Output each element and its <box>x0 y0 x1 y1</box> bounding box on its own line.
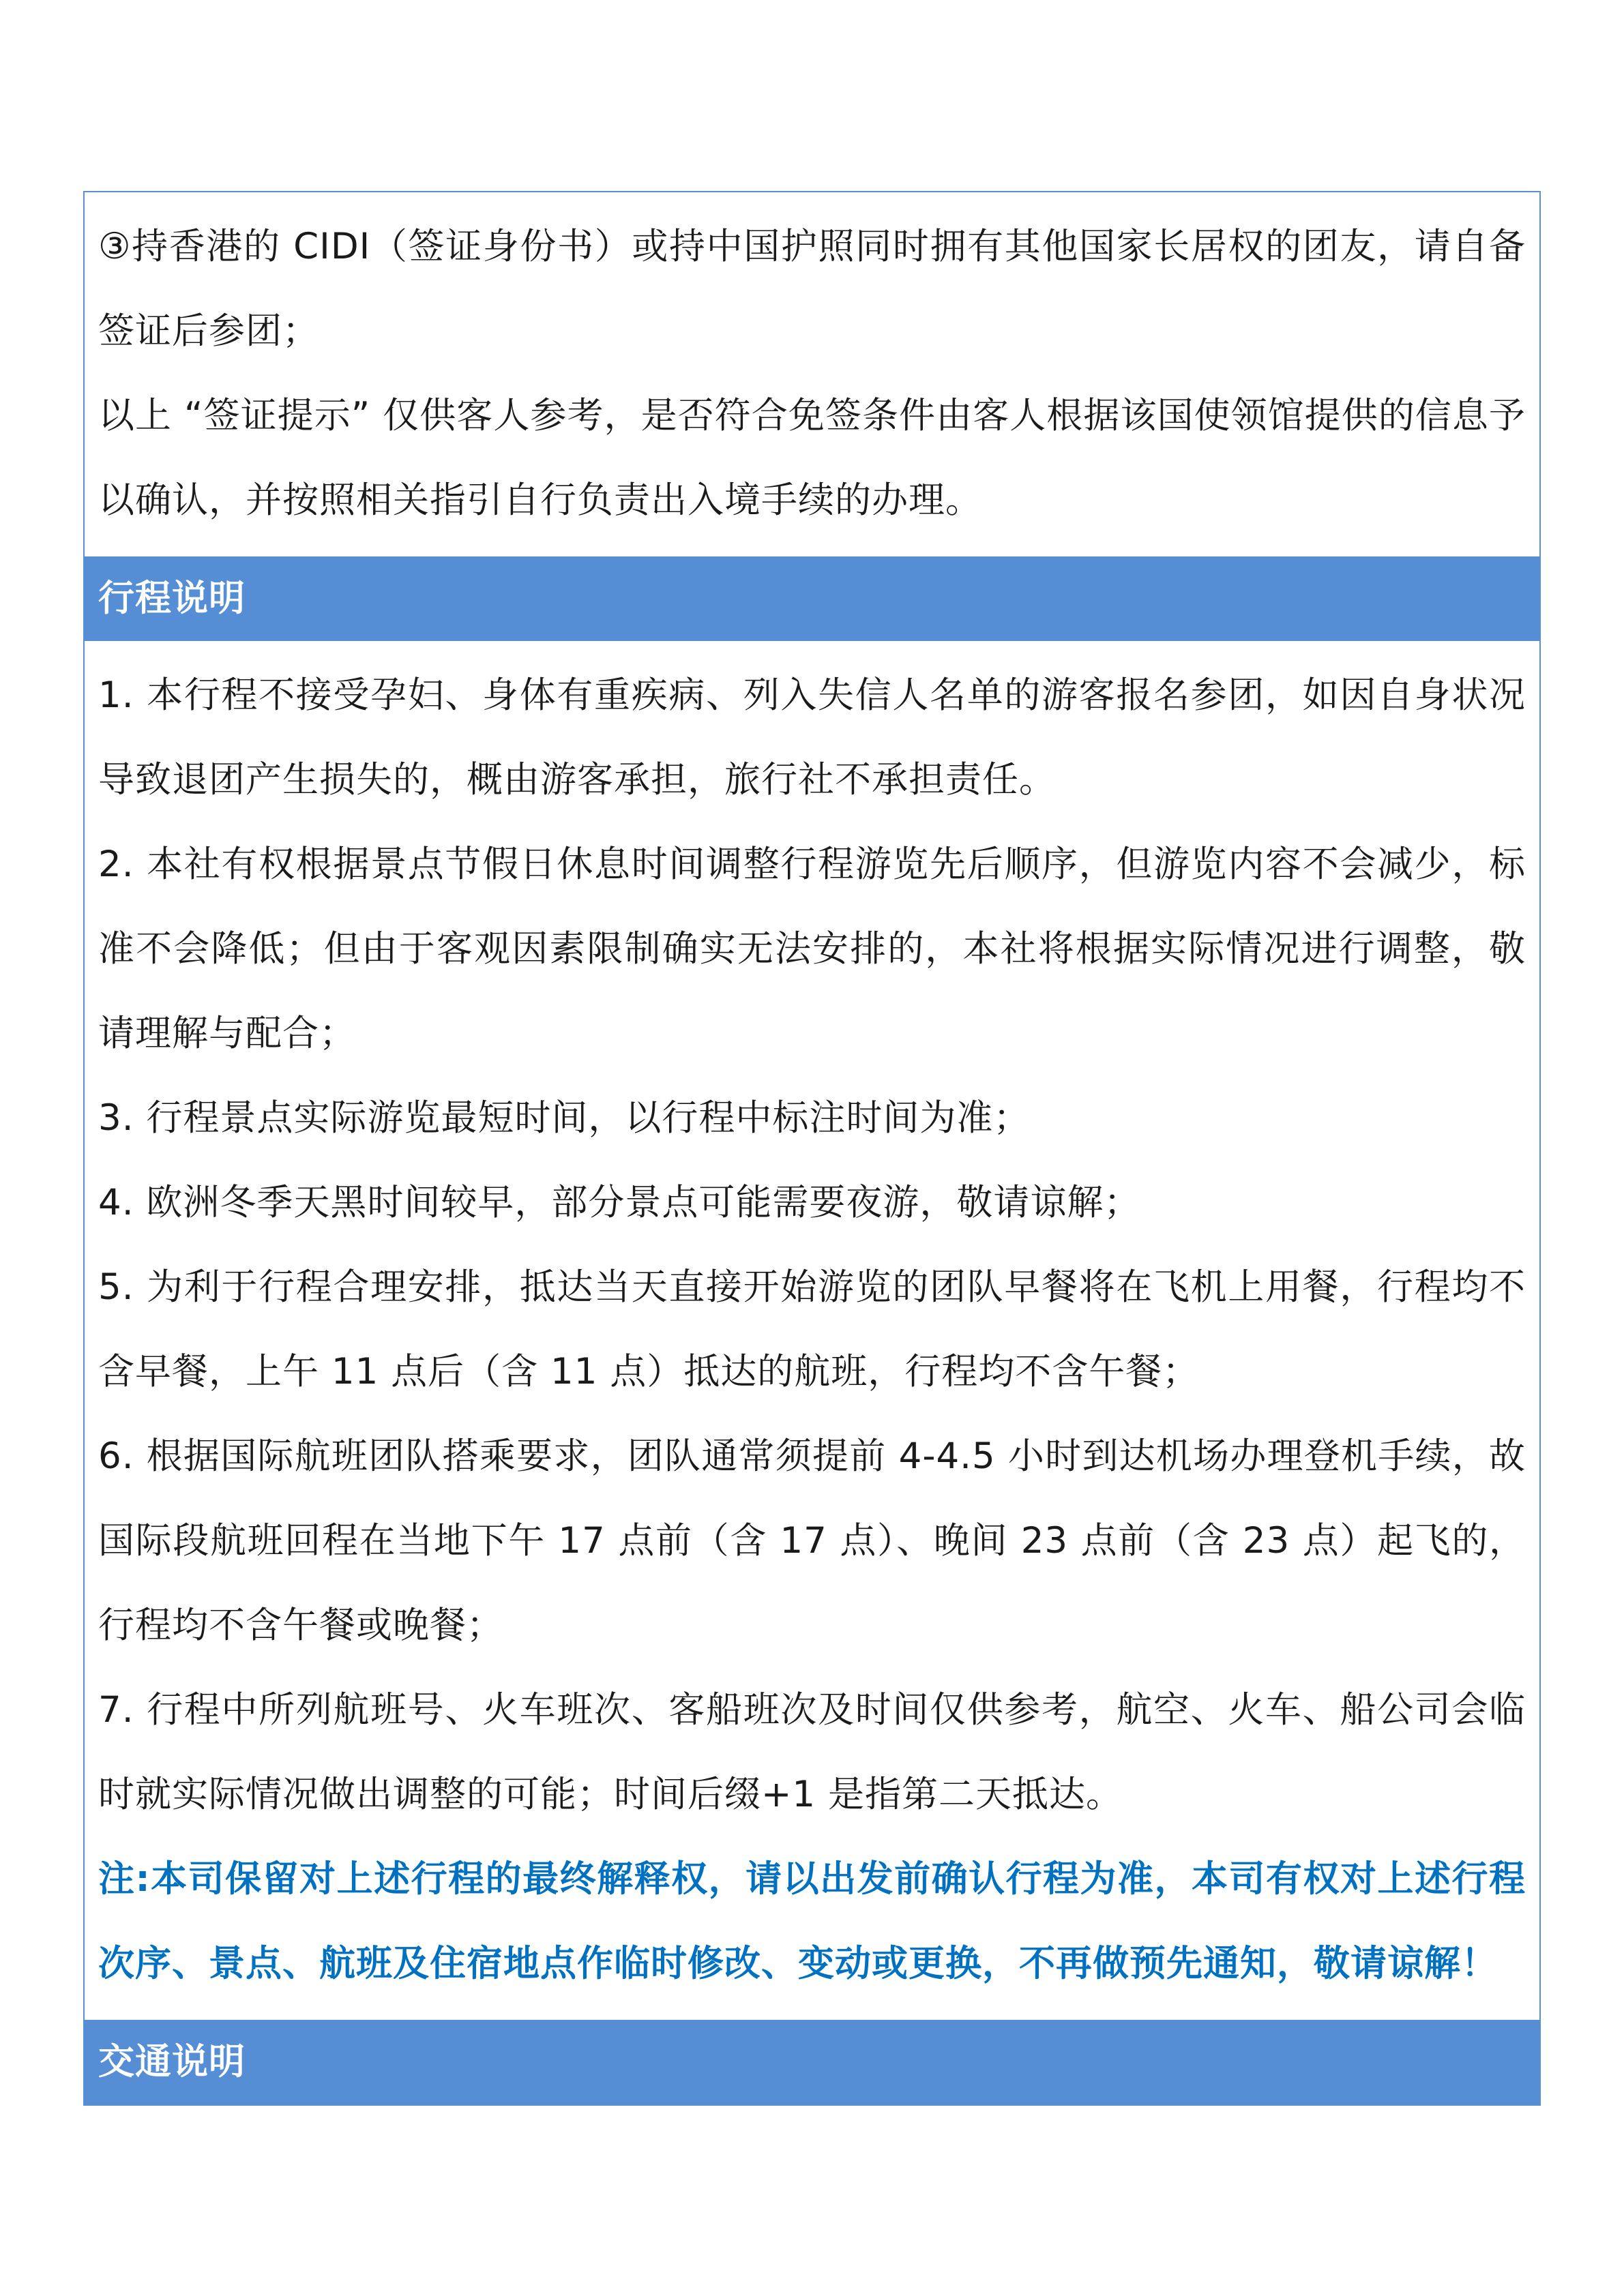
visa-item-3: ③持香港的 CIDI（签证身份书）或持中国护照同时拥有其他国家长居权的团友，请自备签证后参团； <box>98 226 1526 352</box>
itinerary-disclaimer-note: 注:本司保留对上述行程的最终解释权，请以出发前确认行程为准，本司有权对上述行程次序、景点、航班及住宿地点作临时修改、变动或更换，不再做预先通知，敬请谅解！ <box>98 1858 1526 1984</box>
document-table <box>83 191 1541 2106</box>
itinerary-item-1: 1. 本行程不接受孕妇、身体有重疾病、列入失信人名单的游客报名参团，如因自身状况导致退团产生损失的，概由游客承担，旅行社不承担责任。 <box>98 674 1526 801</box>
visa-notes-block <box>85 192 1539 556</box>
itinerary-item-4: 4. 欧洲冬季天黑时间较早，部分景点可能需要夜游，敬请谅解； <box>98 1182 1141 1223</box>
itinerary-item-2: 2. 本社有权根据景点节假日休息时间调整行程游览先后顺序，但游览内容不会减少，标准不会降低；但由于客观因素限制确实无法安排的，本社将根据实际情况进行调整，敬请理解与配合； <box>98 844 1526 1054</box>
transport-section-header: 交通说明 <box>85 2020 1539 2104</box>
itinerary-section-header: 行程说明 <box>85 556 1539 641</box>
itinerary-item-6: 6. 根据国际航班团队搭乘要求，团队通常须提前 4-4.5 小时到达机场办理登机手续，故国际段航班回程在当地下午 17 点前（含 17 点）、晚间 23 点前（含 23 点）起飞的，行程均不含午餐或晚餐； <box>98 1435 1526 1646</box>
itinerary-item-7: 7. 行程中所列航班号、火车班次、客船班次及时间仅供参考，航空、火车、船公司会临时就实际情况做出调整的可能；时间后缀+1 是指第二天抵达。 <box>98 1689 1526 1815</box>
visa-disclaimer: 以上 “签证提示” 仅供客人参考，是否符合免签条件由客人根据该国使领馆提供的信息予以确认，并按照相关指引自行负责出入境手续的办理。 <box>98 395 1526 521</box>
itinerary-notes-block <box>85 641 1539 2020</box>
itinerary-item-5: 5. 为利于行程合理安排，抵达当天直接开始游览的团队早餐将在飞机上用餐，行程均不含早餐，上午 11 点后（含 11 点）抵达的航班，行程均不含午餐； <box>98 1266 1526 1392</box>
itinerary-item-3: 3. 行程景点实际游览最短时间，以行程中标注时间为准； <box>98 1097 1031 1139</box>
